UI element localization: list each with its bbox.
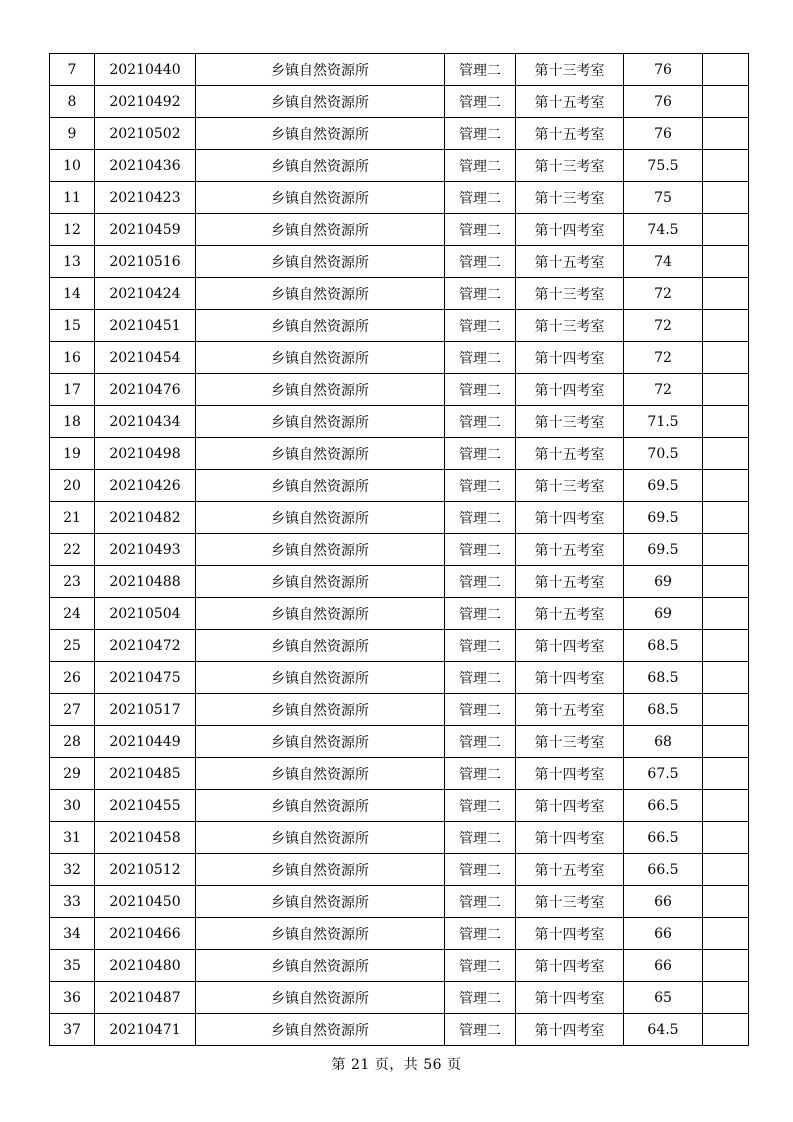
score-cell: 76 bbox=[624, 118, 703, 150]
exam-id-cell: 20210454 bbox=[95, 342, 196, 374]
exam-id-cell: 20210449 bbox=[95, 726, 196, 758]
exam-room-cell: 第十五考室 bbox=[516, 438, 624, 470]
exam-room-cell: 第十三考室 bbox=[516, 278, 624, 310]
exam-room-cell: 第十三考室 bbox=[516, 886, 624, 918]
score-cell: 68 bbox=[624, 726, 703, 758]
exam-id-cell: 20210475 bbox=[95, 662, 196, 694]
table-row bbox=[50, 566, 749, 598]
unit-cell: 乡镇自然资源所 bbox=[196, 758, 445, 790]
note-cell bbox=[703, 310, 749, 342]
table-row bbox=[50, 822, 749, 854]
unit-cell: 乡镇自然资源所 bbox=[196, 982, 445, 1014]
table-row bbox=[50, 374, 749, 406]
row-number-cell: 14 bbox=[50, 278, 95, 310]
position-cell: 管理二 bbox=[445, 694, 516, 726]
table-row bbox=[50, 54, 749, 86]
position-cell: 管理二 bbox=[445, 342, 516, 374]
unit-cell: 乡镇自然资源所 bbox=[196, 54, 445, 86]
exam-id-cell: 20210451 bbox=[95, 310, 196, 342]
table-row bbox=[50, 630, 749, 662]
score-cell: 68.5 bbox=[624, 694, 703, 726]
row-number-cell: 17 bbox=[50, 374, 95, 406]
position-cell: 管理二 bbox=[445, 310, 516, 342]
note-cell bbox=[703, 694, 749, 726]
table-row bbox=[50, 886, 749, 918]
unit-cell: 乡镇自然资源所 bbox=[196, 278, 445, 310]
table-row bbox=[50, 726, 749, 758]
note-cell bbox=[703, 918, 749, 950]
note-cell bbox=[703, 246, 749, 278]
unit-cell: 乡镇自然资源所 bbox=[196, 470, 445, 502]
exam-room-cell: 第十四考室 bbox=[516, 758, 624, 790]
unit-cell: 乡镇自然资源所 bbox=[196, 182, 445, 214]
exam-room-cell: 第十五考室 bbox=[516, 854, 624, 886]
table-row bbox=[50, 662, 749, 694]
unit-cell: 乡镇自然资源所 bbox=[196, 950, 445, 982]
score-cell: 74 bbox=[624, 246, 703, 278]
row-number-cell: 12 bbox=[50, 214, 95, 246]
position-cell: 管理二 bbox=[445, 726, 516, 758]
table-row bbox=[50, 342, 749, 374]
row-number-cell: 36 bbox=[50, 982, 95, 1014]
unit-cell: 乡镇自然资源所 bbox=[196, 118, 445, 150]
note-cell bbox=[703, 150, 749, 182]
exam-id-cell: 20210426 bbox=[95, 470, 196, 502]
unit-cell: 乡镇自然资源所 bbox=[196, 86, 445, 118]
table-row bbox=[50, 406, 749, 438]
table-row bbox=[50, 854, 749, 886]
row-number-cell: 28 bbox=[50, 726, 95, 758]
note-cell bbox=[703, 982, 749, 1014]
unit-cell: 乡镇自然资源所 bbox=[196, 310, 445, 342]
unit-cell: 乡镇自然资源所 bbox=[196, 1014, 445, 1046]
score-cell: 69.5 bbox=[624, 534, 703, 566]
unit-cell: 乡镇自然资源所 bbox=[196, 406, 445, 438]
score-cell: 65 bbox=[624, 982, 703, 1014]
exam-room-cell: 第十三考室 bbox=[516, 726, 624, 758]
unit-cell: 乡镇自然资源所 bbox=[196, 214, 445, 246]
position-cell: 管理二 bbox=[445, 566, 516, 598]
unit-cell: 乡镇自然资源所 bbox=[196, 246, 445, 278]
row-number-cell: 31 bbox=[50, 822, 95, 854]
note-cell bbox=[703, 438, 749, 470]
table-row bbox=[50, 534, 749, 566]
note-cell bbox=[703, 886, 749, 918]
note-cell bbox=[703, 182, 749, 214]
unit-cell: 乡镇自然资源所 bbox=[196, 150, 445, 182]
exam-id-cell: 20210440 bbox=[95, 54, 196, 86]
unit-cell: 乡镇自然资源所 bbox=[196, 598, 445, 630]
exam-id-cell: 20210423 bbox=[95, 182, 196, 214]
exam-room-cell: 第十三考室 bbox=[516, 406, 624, 438]
note-cell bbox=[703, 790, 749, 822]
score-cell: 64.5 bbox=[624, 1014, 703, 1046]
row-number-cell: 7 bbox=[50, 54, 95, 86]
position-cell: 管理二 bbox=[445, 118, 516, 150]
position-cell: 管理二 bbox=[445, 214, 516, 246]
table-row bbox=[50, 694, 749, 726]
row-number-cell: 26 bbox=[50, 662, 95, 694]
unit-cell: 乡镇自然资源所 bbox=[196, 630, 445, 662]
unit-cell: 乡镇自然资源所 bbox=[196, 726, 445, 758]
row-number-cell: 18 bbox=[50, 406, 95, 438]
exam-room-cell: 第十五考室 bbox=[516, 566, 624, 598]
score-cell: 71.5 bbox=[624, 406, 703, 438]
exam-room-cell: 第十五考室 bbox=[516, 694, 624, 726]
exam-room-cell: 第十四考室 bbox=[516, 982, 624, 1014]
row-number-cell: 23 bbox=[50, 566, 95, 598]
score-cell: 66 bbox=[624, 886, 703, 918]
score-cell: 68.5 bbox=[624, 630, 703, 662]
note-cell bbox=[703, 758, 749, 790]
exam-room-cell: 第十四考室 bbox=[516, 918, 624, 950]
score-cell: 74.5 bbox=[624, 214, 703, 246]
score-cell: 66.5 bbox=[624, 790, 703, 822]
unit-cell: 乡镇自然资源所 bbox=[196, 886, 445, 918]
exam-room-cell: 第十四考室 bbox=[516, 790, 624, 822]
table-row bbox=[50, 918, 749, 950]
score-cell: 76 bbox=[624, 54, 703, 86]
table-row bbox=[50, 86, 749, 118]
position-cell: 管理二 bbox=[445, 886, 516, 918]
exam-id-cell: 20210466 bbox=[95, 918, 196, 950]
score-cell: 69 bbox=[624, 598, 703, 630]
note-cell bbox=[703, 118, 749, 150]
score-cell: 75.5 bbox=[624, 150, 703, 182]
note-cell bbox=[703, 54, 749, 86]
exam-id-cell: 20210434 bbox=[95, 406, 196, 438]
exam-id-cell: 20210488 bbox=[95, 566, 196, 598]
note-cell bbox=[703, 342, 749, 374]
unit-cell: 乡镇自然资源所 bbox=[196, 662, 445, 694]
score-cell: 69 bbox=[624, 566, 703, 598]
exam-id-cell: 20210480 bbox=[95, 950, 196, 982]
score-cell: 69.5 bbox=[624, 470, 703, 502]
note-cell bbox=[703, 502, 749, 534]
row-number-cell: 30 bbox=[50, 790, 95, 822]
unit-cell: 乡镇自然资源所 bbox=[196, 534, 445, 566]
score-cell: 67.5 bbox=[624, 758, 703, 790]
row-number-cell: 10 bbox=[50, 150, 95, 182]
score-cell: 66.5 bbox=[624, 854, 703, 886]
table-row bbox=[50, 982, 749, 1014]
position-cell: 管理二 bbox=[445, 86, 516, 118]
row-number-cell: 34 bbox=[50, 918, 95, 950]
position-cell: 管理二 bbox=[445, 598, 516, 630]
exam-id-cell: 20210493 bbox=[95, 534, 196, 566]
exam-id-cell: 20210459 bbox=[95, 214, 196, 246]
score-table bbox=[49, 53, 749, 1046]
note-cell bbox=[703, 406, 749, 438]
position-cell: 管理二 bbox=[445, 502, 516, 534]
note-cell bbox=[703, 470, 749, 502]
exam-id-cell: 20210458 bbox=[95, 822, 196, 854]
exam-id-cell: 20210485 bbox=[95, 758, 196, 790]
position-cell: 管理二 bbox=[445, 950, 516, 982]
row-number-cell: 37 bbox=[50, 1014, 95, 1046]
score-cell: 72 bbox=[624, 278, 703, 310]
exam-room-cell: 第十三考室 bbox=[516, 470, 624, 502]
exam-id-cell: 20210516 bbox=[95, 246, 196, 278]
score-cell: 72 bbox=[624, 374, 703, 406]
position-cell: 管理二 bbox=[445, 438, 516, 470]
note-cell bbox=[703, 214, 749, 246]
row-number-cell: 25 bbox=[50, 630, 95, 662]
row-number-cell: 13 bbox=[50, 246, 95, 278]
exam-room-cell: 第十五考室 bbox=[516, 534, 624, 566]
exam-id-cell: 20210482 bbox=[95, 502, 196, 534]
row-number-cell: 24 bbox=[50, 598, 95, 630]
exam-id-cell: 20210472 bbox=[95, 630, 196, 662]
row-number-cell: 21 bbox=[50, 502, 95, 534]
position-cell: 管理二 bbox=[445, 374, 516, 406]
row-number-cell: 33 bbox=[50, 886, 95, 918]
table-row bbox=[50, 310, 749, 342]
table-row bbox=[50, 246, 749, 278]
exam-id-cell: 20210471 bbox=[95, 1014, 196, 1046]
note-cell bbox=[703, 566, 749, 598]
score-cell: 76 bbox=[624, 86, 703, 118]
note-cell bbox=[703, 726, 749, 758]
score-cell: 72 bbox=[624, 342, 703, 374]
exam-id-cell: 20210502 bbox=[95, 118, 196, 150]
exam-id-cell: 20210476 bbox=[95, 374, 196, 406]
position-cell: 管理二 bbox=[445, 918, 516, 950]
row-number-cell: 15 bbox=[50, 310, 95, 342]
exam-id-cell: 20210504 bbox=[95, 598, 196, 630]
row-number-cell: 16 bbox=[50, 342, 95, 374]
position-cell: 管理二 bbox=[445, 1014, 516, 1046]
note-cell bbox=[703, 662, 749, 694]
table-row bbox=[50, 758, 749, 790]
table-row bbox=[50, 438, 749, 470]
page-footer: 第 21 页，共 56 页 bbox=[331, 1057, 462, 1073]
table-row bbox=[50, 278, 749, 310]
unit-cell: 乡镇自然资源所 bbox=[196, 918, 445, 950]
table-row bbox=[50, 950, 749, 982]
unit-cell: 乡镇自然资源所 bbox=[196, 822, 445, 854]
table-row bbox=[50, 182, 749, 214]
exam-id-cell: 20210517 bbox=[95, 694, 196, 726]
row-number-cell: 19 bbox=[50, 438, 95, 470]
score-cell: 72 bbox=[624, 310, 703, 342]
note-cell bbox=[703, 1014, 749, 1046]
exam-room-cell: 第十五考室 bbox=[516, 86, 624, 118]
note-cell bbox=[703, 822, 749, 854]
table-row bbox=[50, 1014, 749, 1046]
row-number-cell: 35 bbox=[50, 950, 95, 982]
row-number-cell: 22 bbox=[50, 534, 95, 566]
unit-cell: 乡镇自然资源所 bbox=[196, 438, 445, 470]
note-cell bbox=[703, 854, 749, 886]
note-cell bbox=[703, 278, 749, 310]
table-row bbox=[50, 470, 749, 502]
row-number-cell: 20 bbox=[50, 470, 95, 502]
unit-cell: 乡镇自然资源所 bbox=[196, 502, 445, 534]
exam-room-cell: 第十四考室 bbox=[516, 374, 624, 406]
unit-cell: 乡镇自然资源所 bbox=[196, 854, 445, 886]
unit-cell: 乡镇自然资源所 bbox=[196, 694, 445, 726]
exam-id-cell: 20210498 bbox=[95, 438, 196, 470]
position-cell: 管理二 bbox=[445, 534, 516, 566]
row-number-cell: 11 bbox=[50, 182, 95, 214]
position-cell: 管理二 bbox=[445, 662, 516, 694]
exam-room-cell: 第十四考室 bbox=[516, 662, 624, 694]
position-cell: 管理二 bbox=[445, 54, 516, 86]
exam-room-cell: 第十四考室 bbox=[516, 214, 624, 246]
position-cell: 管理二 bbox=[445, 982, 516, 1014]
position-cell: 管理二 bbox=[445, 470, 516, 502]
position-cell: 管理二 bbox=[445, 790, 516, 822]
exam-room-cell: 第十四考室 bbox=[516, 342, 624, 374]
note-cell bbox=[703, 598, 749, 630]
row-number-cell: 9 bbox=[50, 118, 95, 150]
exam-id-cell: 20210487 bbox=[95, 982, 196, 1014]
table-row bbox=[50, 214, 749, 246]
exam-room-cell: 第十三考室 bbox=[516, 182, 624, 214]
score-cell: 66 bbox=[624, 950, 703, 982]
exam-id-cell: 20210512 bbox=[95, 854, 196, 886]
row-number-cell: 8 bbox=[50, 86, 95, 118]
exam-id-cell: 20210492 bbox=[95, 86, 196, 118]
score-cell: 66.5 bbox=[624, 822, 703, 854]
exam-room-cell: 第十五考室 bbox=[516, 118, 624, 150]
note-cell bbox=[703, 374, 749, 406]
exam-id-cell: 20210450 bbox=[95, 886, 196, 918]
note-cell bbox=[703, 534, 749, 566]
table-body bbox=[50, 54, 749, 1046]
table-row bbox=[50, 598, 749, 630]
position-cell: 管理二 bbox=[445, 278, 516, 310]
position-cell: 管理二 bbox=[445, 822, 516, 854]
exam-id-cell: 20210455 bbox=[95, 790, 196, 822]
table-row bbox=[50, 502, 749, 534]
table-row bbox=[50, 150, 749, 182]
exam-room-cell: 第十三考室 bbox=[516, 150, 624, 182]
note-cell bbox=[703, 630, 749, 662]
exam-room-cell: 第十四考室 bbox=[516, 950, 624, 982]
exam-room-cell: 第十四考室 bbox=[516, 502, 624, 534]
row-number-cell: 27 bbox=[50, 694, 95, 726]
position-cell: 管理二 bbox=[445, 854, 516, 886]
exam-room-cell: 第十三考室 bbox=[516, 54, 624, 86]
note-cell bbox=[703, 86, 749, 118]
unit-cell: 乡镇自然资源所 bbox=[196, 790, 445, 822]
score-cell: 69.5 bbox=[624, 502, 703, 534]
position-cell: 管理二 bbox=[445, 406, 516, 438]
exam-room-cell: 第十四考室 bbox=[516, 630, 624, 662]
unit-cell: 乡镇自然资源所 bbox=[196, 374, 445, 406]
table-row bbox=[50, 118, 749, 150]
position-cell: 管理二 bbox=[445, 182, 516, 214]
exam-id-cell: 20210424 bbox=[95, 278, 196, 310]
score-cell: 70.5 bbox=[624, 438, 703, 470]
note-cell bbox=[703, 950, 749, 982]
position-cell: 管理二 bbox=[445, 150, 516, 182]
exam-room-cell: 第十四考室 bbox=[516, 822, 624, 854]
exam-id-cell: 20210436 bbox=[95, 150, 196, 182]
score-cell: 68.5 bbox=[624, 662, 703, 694]
exam-room-cell: 第十三考室 bbox=[516, 310, 624, 342]
unit-cell: 乡镇自然资源所 bbox=[196, 566, 445, 598]
exam-room-cell: 第十四考室 bbox=[516, 1014, 624, 1046]
table-row bbox=[50, 790, 749, 822]
row-number-cell: 32 bbox=[50, 854, 95, 886]
position-cell: 管理二 bbox=[445, 630, 516, 662]
exam-room-cell: 第十五考室 bbox=[516, 246, 624, 278]
score-cell: 75 bbox=[624, 182, 703, 214]
position-cell: 管理二 bbox=[445, 758, 516, 790]
unit-cell: 乡镇自然资源所 bbox=[196, 342, 445, 374]
row-number-cell: 29 bbox=[50, 758, 95, 790]
position-cell: 管理二 bbox=[445, 246, 516, 278]
score-cell: 66 bbox=[624, 918, 703, 950]
exam-room-cell: 第十五考室 bbox=[516, 598, 624, 630]
